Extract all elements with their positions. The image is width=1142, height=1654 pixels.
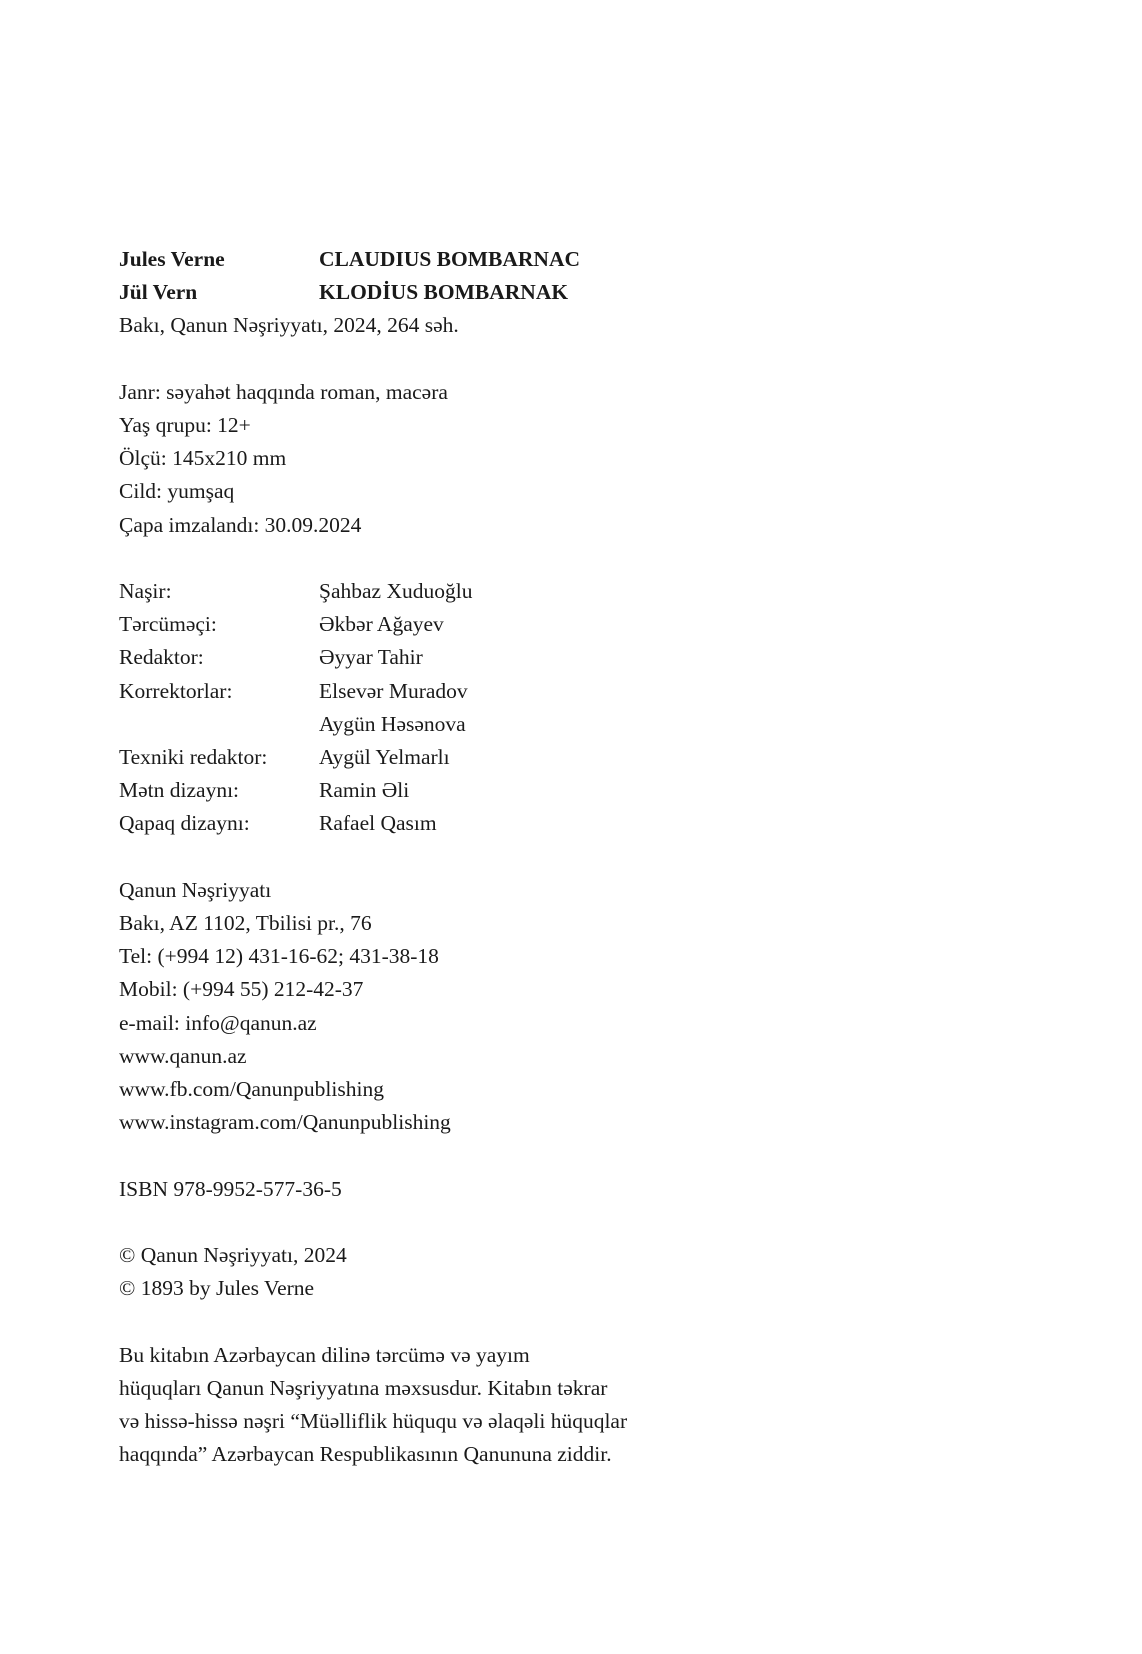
copyright-block [119,1239,819,1305]
detail-genre: Janr: səyahət haqqında roman, macəra [119,379,448,404]
credit-name: Aygül Yelmarlı [319,745,450,770]
rights-notice-line: Bu kitabın Azərbaycan dilinə tərcümə və yayım [119,1342,530,1367]
credit-role: Tərcüməçi: [119,612,217,637]
credit-row [119,575,819,608]
credit-name: Şahbaz Xuduoğlu [319,579,473,603]
author-translated: Jül Vern [119,280,198,305]
imprint-line: Bakı, Qanun Nəşriyyatı, 2024, 264 səh. [119,313,459,338]
credit-name: Əkbər Ağayev [319,612,444,637]
detail-print-date: Çapa imzalandı: 30.09.2024 [119,512,362,537]
details-block [119,376,819,542]
imprint-page [119,243,819,1471]
publisher-facebook: www.fb.com/Qanunpublishing [119,1077,384,1102]
detail-size: Ölçü: 145x210 mm [119,446,287,471]
publisher-mobile: Mobil: (+994 55) 212-42-37 [119,977,364,1002]
credit-name: Elsevər Muradov [319,678,468,703]
credit-role: Texniki redaktor: [119,745,268,770]
rights-notice-line: hüquqları Qanun Nəşriyyatına məxsusdur. Kitabın təkrar [119,1375,608,1400]
publisher-email: e-mail: info@qanun.az [119,1010,317,1035]
credit-role: Mətn dizaynı: [119,778,240,803]
publisher-phone: Tel: (+994 12) 431-16-62; 431-38-18 [119,944,439,969]
publisher-block [119,874,819,1140]
author-original: Jules Verne [119,247,225,271]
credit-role: Redaktor: [119,645,204,670]
credit-name: Aygün Həsənova [319,711,466,736]
credit-row [119,641,819,674]
credit-role: Naşir: [119,579,172,603]
isbn: ISBN 978-9952-577-36-5 [119,1176,342,1201]
credit-row [119,807,819,840]
title-translated: KLODİUS BOMBARNAK [319,280,569,305]
credit-row [119,741,819,774]
credits-block [119,575,819,841]
detail-binding: Cild: yumşaq [119,479,235,504]
detail-age-group: Yaş qrupu: 12+ [119,413,251,437]
copyright-author: © 1893 by Jules Verne [119,1276,315,1301]
credit-row [119,608,819,641]
author-title-row-original [119,243,819,276]
rights-notice-line: və hissə-hissə nəşri “Müəlliflik hüququ və əlaqəli hüquqlar [119,1409,628,1434]
publisher-name: Qanun Nəşriyyatı [119,877,272,902]
credit-role: Korrektorlar: [119,678,233,703]
copyright-publisher: © Qanun Nəşriyyatı, 2024 [119,1243,347,1268]
credit-name: Rafael Qasım [319,811,437,836]
rights-notice-line: haqqında” Azərbaycan Respublikasının Qanununa ziddir. [119,1442,612,1467]
credit-name: Ramin Əli [319,778,410,803]
credit-row [119,675,819,708]
credit-row [119,708,819,741]
credit-name: Əyyar Tahir [319,645,423,670]
credit-role [119,708,319,741]
publisher-instagram: www.instagram.com/Qanunpublishing [119,1110,451,1135]
rights-notice [119,1339,819,1472]
publisher-address: Bakı, AZ 1102, Tbilisi pr., 76 [119,911,372,936]
credit-row [119,774,819,807]
publisher-website: www.qanun.az [119,1043,247,1068]
credit-role: Qapaq dizaynı: [119,811,250,836]
author-title-row-translated [119,276,819,309]
title-original: CLAUDIUS BOMBARNAC [319,247,581,271]
